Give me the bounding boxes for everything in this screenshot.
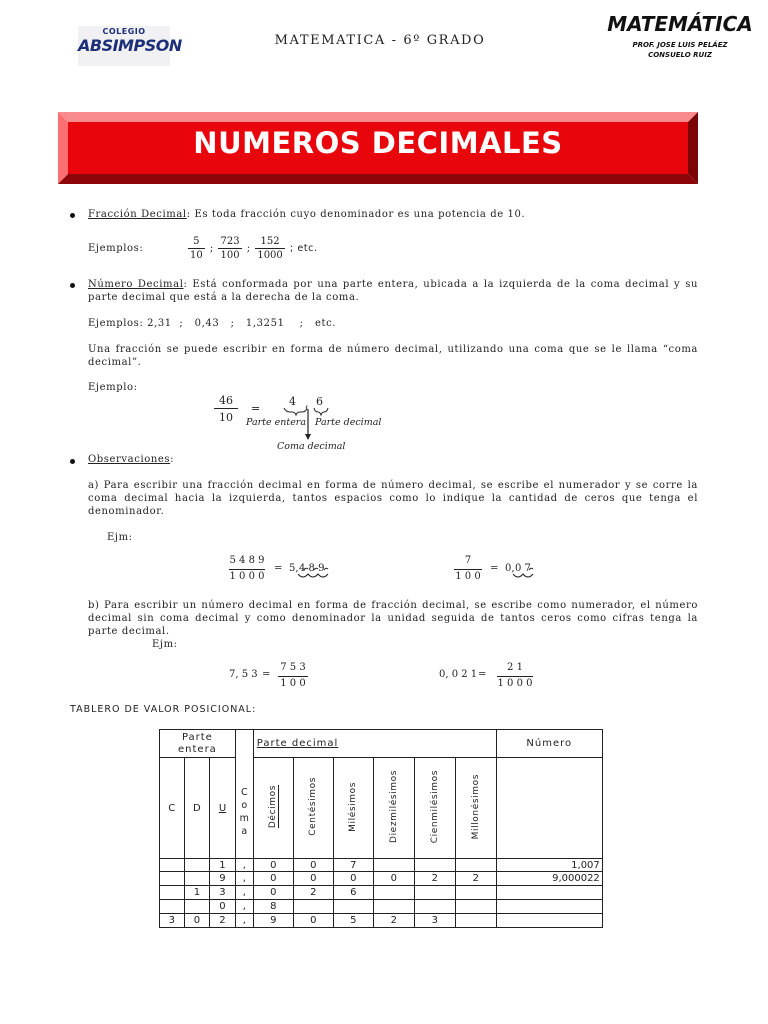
label-coma-decimal: Coma decimal: [277, 441, 346, 452]
ex4-denominator: 1 0 0 0: [497, 678, 533, 689]
ex3-denominator: 1 0 0: [280, 678, 306, 689]
place-value-table: [159, 729, 603, 928]
header-coma: C o m a: [235, 730, 253, 859]
ex1-result-int: 5,: [289, 563, 299, 574]
header-numero: Número: [496, 730, 602, 758]
examples-text: Ejemplos: 2,31 ; 0,43 ; 1,3251 ; etc.: [88, 318, 337, 329]
header-parte-entera: Parte entera: [160, 730, 236, 758]
paragraph-coma-decimal: Una fracción se puede escribir en forma de número decimal, utilizando una coma que se le llama “coma decimal”.: [88, 344, 698, 368]
examples-label: Ejemplos:: [88, 243, 144, 254]
diagram-numerator: 46: [219, 394, 233, 407]
ex4-numerator: 2 1: [507, 662, 523, 673]
observaciones-heading: [88, 453, 174, 466]
diagram-equals: =: [251, 402, 261, 415]
ex2-equals: =: [490, 563, 499, 574]
col-numero-blank: [496, 758, 602, 859]
fraction: $\frac{723}{100}$: [220, 236, 240, 261]
term-numero-decimal: Número Decimal: [88, 279, 184, 290]
ex2-result-dec: 0 7: [515, 563, 531, 574]
table-row: 1 3 , 0 2 6: [160, 886, 603, 900]
col-u: U: [210, 758, 236, 859]
table-title: TABLERO DE VALOR POSICIONAL:: [70, 704, 257, 715]
fraction: $\frac{152}{1000}$: [257, 236, 283, 261]
table-row: 1 , 0 0 7 1,007: [160, 859, 603, 872]
table-row: 3 0 2 , 9 0 5 2 3: [160, 914, 603, 928]
table-row: 0 , 8: [160, 900, 603, 914]
definition-text: : Es toda fracción cuyo denominador es una potencia de 10.: [186, 209, 526, 220]
bullet: [70, 459, 75, 464]
observation-b: b) Para escribir un número decimal en forma de fracción decimal, se escribe como numerador, el número decimal sin coma decimal y como denominador la unidad seguida de tantos ceros como cifras tenga la parte decimal.: [88, 600, 698, 637]
ex4-fraction-bar: [497, 676, 533, 677]
col-c: C: [160, 758, 185, 859]
example-label: Ejemplo:: [88, 382, 138, 393]
ex2-denominator: 1 0 0: [455, 571, 481, 582]
ex2-arcs: [511, 566, 535, 580]
ex4-lhs: 0, 0 2 1: [439, 669, 478, 680]
diagram-fraction-bar: [214, 408, 238, 409]
diagram-denominator: 10: [219, 411, 233, 424]
bullet: [70, 283, 75, 288]
teacher-name-1: PROF. JOSE LUIS PELÁEZ: [632, 41, 728, 49]
label-parte-entera: Parte entera: [246, 417, 307, 428]
col-centesimos: Centésimos: [293, 758, 333, 859]
table-row: 9 , 0 0 0 0 2 2 9,000022: [160, 872, 603, 886]
ex1-fraction-bar: [229, 569, 265, 570]
label-parte-decimal: Parte decimal: [315, 417, 382, 428]
banner-title: NUMEROS DECIMALES: [193, 126, 563, 160]
fraction: $\frac{5}{10}$: [190, 236, 203, 261]
ex1-result-dec: 4 8 9: [299, 563, 325, 574]
separator: ;: [246, 243, 251, 254]
col-d: D: [184, 758, 210, 859]
col-diezmilesimos: Diezmilésimos: [373, 758, 414, 859]
ex2-fraction-bar: [454, 569, 482, 570]
school-logo-top: COLEGIO: [102, 27, 146, 36]
ex1-numerator: 5 4 8 9: [229, 555, 265, 566]
separator: ;: [209, 243, 214, 254]
col-cienmilesimos: Cienmilésimos: [414, 758, 455, 859]
bullet: [70, 213, 75, 218]
etc-text: ; etc.: [289, 243, 318, 254]
header-parte-decimal: Parte decimal: [253, 730, 496, 758]
col-decimos: Décimos: [253, 758, 293, 859]
numero-decimal-definition: [88, 278, 698, 304]
brand-title: MATEMÁTICA: [607, 12, 753, 36]
ex1-equals: =: [274, 563, 283, 574]
school-logo: [78, 26, 182, 66]
ex3-lhs: 7, 5 3: [229, 669, 258, 680]
teacher-name-2: CONSUELO RUIZ: [648, 51, 712, 59]
ex1-arcs: [296, 566, 330, 580]
diagram-integer: 4: [289, 395, 296, 408]
ex3-fraction-bar: [278, 676, 308, 677]
ejm-label: Ejm:: [107, 532, 133, 543]
ejm-label: Ejm:: [152, 639, 178, 650]
ex4-equals: =: [478, 669, 487, 680]
ex3-equals: =: [262, 669, 271, 680]
diagram-decimal: 6: [316, 395, 323, 408]
course-title: MATEMATICA - 6º GRADO: [274, 33, 486, 48]
fraction-decimal-definition: [88, 208, 698, 221]
col-milesimos: Milésimos: [333, 758, 373, 859]
observation-a: a) Para escribir una fracción decimal en forma de número decimal, se escribe el numerador y se corre la coma decimal hacia la izquierda, tantos espacios como lo indique la cantidad de ceros que tenga el denominador.: [88, 480, 698, 517]
colon: :: [170, 454, 175, 465]
term-observaciones: Observaciones: [88, 454, 171, 465]
ex2-result-int: 0,: [505, 563, 515, 574]
ex2-numerator: 7: [464, 555, 472, 566]
diagram-comma: ,: [305, 397, 309, 410]
ex1-denominator: 1 0 0 0: [229, 571, 265, 582]
ex3-numerator: 7 5 3: [280, 662, 306, 673]
definition-text: : Está conformada por una parte entera, ubicada a la izquierda de la coma decimal y su parte decimal que está a la derecha de la coma.: [88, 279, 698, 303]
term-fraccion-decimal: Fracción Decimal: [88, 209, 187, 220]
examples-fractions: [188, 235, 318, 262]
col-millonesimos: Millonésimos: [455, 758, 496, 859]
school-logo-name: ABSIMPSON: [78, 36, 182, 55]
